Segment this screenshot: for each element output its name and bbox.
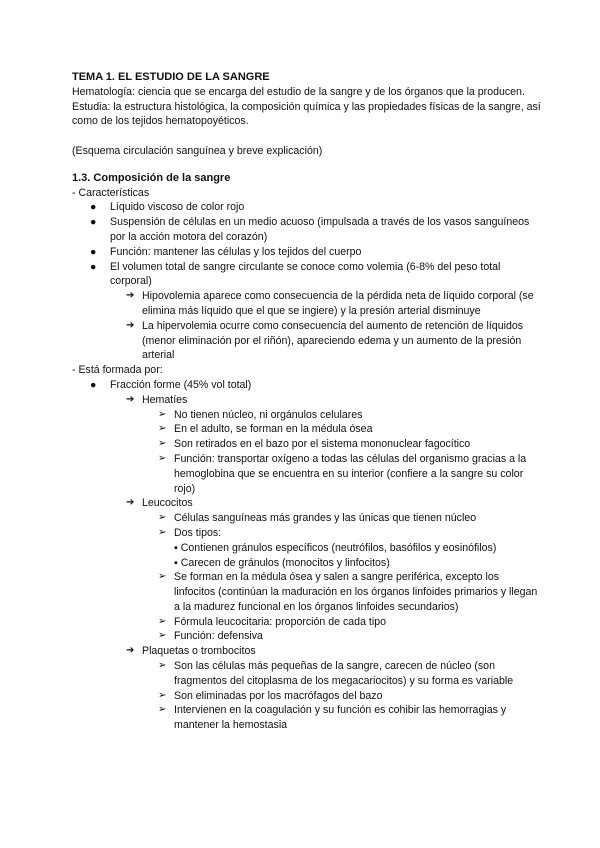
square-bullet-icon: ▪ (174, 556, 178, 569)
list-item: ● Función: mantener las células y los tejidos del cuerpo (90, 245, 362, 258)
chevron-icon: ➢ (158, 660, 167, 672)
chevron-icon: ➢ (158, 571, 167, 583)
list-item: ➢ Son las células más pequeñas de la sangre, carecen de núcleo (son fragmentos del citoplasma de los megacariocitos) y su forma es variable (158, 660, 514, 687)
chevron-icon: ➢ (158, 689, 167, 701)
chevron-icon: ➢ (158, 423, 167, 435)
list-item: ▪ Carecen de gránulos (monocitos y linfocitos) (174, 556, 390, 569)
document-page (72, 70, 542, 733)
list-item: ➢ Se forman en la médula ósea y salen a sangre periférica, excepto los linfocitos (continúan la maduración en los órganos linfoides primarios y llegan a la madurez funcional en los órganos linfoides secundarios) (158, 571, 538, 613)
list-item: ➢ Intervienen en la coagulación y su función es cohibir las hemorragias y mantener la hemostasia (158, 704, 507, 732)
list-item: ▪ Contienen gránulos específicos (neutrófilos, basófilos y eosinófilos) (174, 541, 497, 554)
section-heading: 1.3. Composición de la sangre (72, 171, 231, 184)
list-item: ➔ Hipovolemia aparece como consecuencia de la pérdida neta de líquido corporal (se elimina más líquido que el que se ingiere) y la presión arterial disminuye (126, 290, 534, 317)
bullet-icon: ● (90, 260, 97, 273)
list-item: ➢ Función: defensiva (158, 630, 263, 643)
arrow-icon: ➔ (126, 319, 135, 331)
chevron-icon: ➢ (158, 704, 167, 716)
list-item: ➢ Son retirados en el bazo por el sistema mononuclear fagocítico (158, 438, 471, 451)
bullet-icon: ● (90, 201, 97, 214)
intro-paragraph: Hematología: ciencia que se encarga del estudio de la sangre y de los órganos que la producen. Estudia: la estructura histológica, la composición química y las propiedades físicas de la sangre, así como de los tejidos hematopoyéticos. (72, 85, 541, 128)
list-item: ➢ Fórmula leucocitaria: proporción de cada tipo (158, 615, 386, 628)
arrow-icon: ➔ (126, 393, 135, 405)
schema-note: (Esquema circulación sanguínea y breve explicación) (72, 144, 323, 157)
chevron-icon: ➢ (158, 526, 167, 538)
list-item: ➢ Función: transportar oxígeno a todas las células del organismo gracias a la hemoglobina que se encuentra en su interior (confiere a la sangre su color rojo) (158, 452, 527, 495)
square-bullet-icon: ▪ (174, 541, 178, 554)
list-item: ● Fracción forme (45% vol total) (90, 378, 252, 391)
arrow-icon: ➔ (126, 645, 135, 657)
list-item: ● Suspensión de células en un medio acuoso (impulsada a través de los vasos sanguíneos por la acción motora del corazón) (90, 216, 530, 243)
bullet-icon: ● (90, 378, 97, 391)
chevron-icon: ➢ (158, 615, 167, 627)
leucocitos-heading: ➔ Leucocitos (126, 497, 193, 510)
chevron-icon: ➢ (158, 438, 167, 450)
list-item: ➔ La hipervolemia ocurre como consecuencia del aumento de retención de líquidos (menor eliminación por el riñón), apareciendo edema y un aumento de la presión arterial (126, 319, 524, 362)
chevron-icon: ➢ (158, 408, 167, 420)
formada-label: - Está formada por: (72, 364, 163, 377)
list-item: ➢ Son eliminadas por los macrófagos del bazo (158, 689, 383, 702)
list-item: ● El volumen total de sangre circulante se conoce como volemia (6-8% del peso total corporal) (90, 260, 501, 288)
arrow-icon: ➔ (126, 290, 135, 302)
arrow-icon: ➔ (126, 497, 135, 509)
list-item: ➢ En el adulto, se forman en la médula ósea (158, 423, 373, 436)
document-title: TEMA 1. EL ESTUDIO DE LA SANGRE (72, 71, 270, 83)
chevron-icon: ➢ (158, 452, 167, 464)
bullet-icon: ● (90, 216, 97, 229)
list-item: ➢ Dos tipos: (158, 526, 222, 539)
caracteristicas-label: - Características (72, 186, 150, 199)
list-item: ● Líquido viscoso de color rojo (90, 201, 245, 214)
chevron-icon: ➢ (158, 512, 167, 524)
bullet-icon: ● (90, 245, 97, 258)
list-item: ➢ No tienen núcleo, ni orgánulos celulares (158, 408, 363, 421)
chevron-icon: ➢ (158, 630, 167, 642)
plaquetas-heading: ➔ Plaquetas o trombocitos (126, 645, 256, 658)
list-item: ➢ Células sanguíneas más grandes y las únicas que tienen núcleo (158, 512, 477, 525)
hematies-heading: ➔ Hematíes (126, 393, 188, 406)
